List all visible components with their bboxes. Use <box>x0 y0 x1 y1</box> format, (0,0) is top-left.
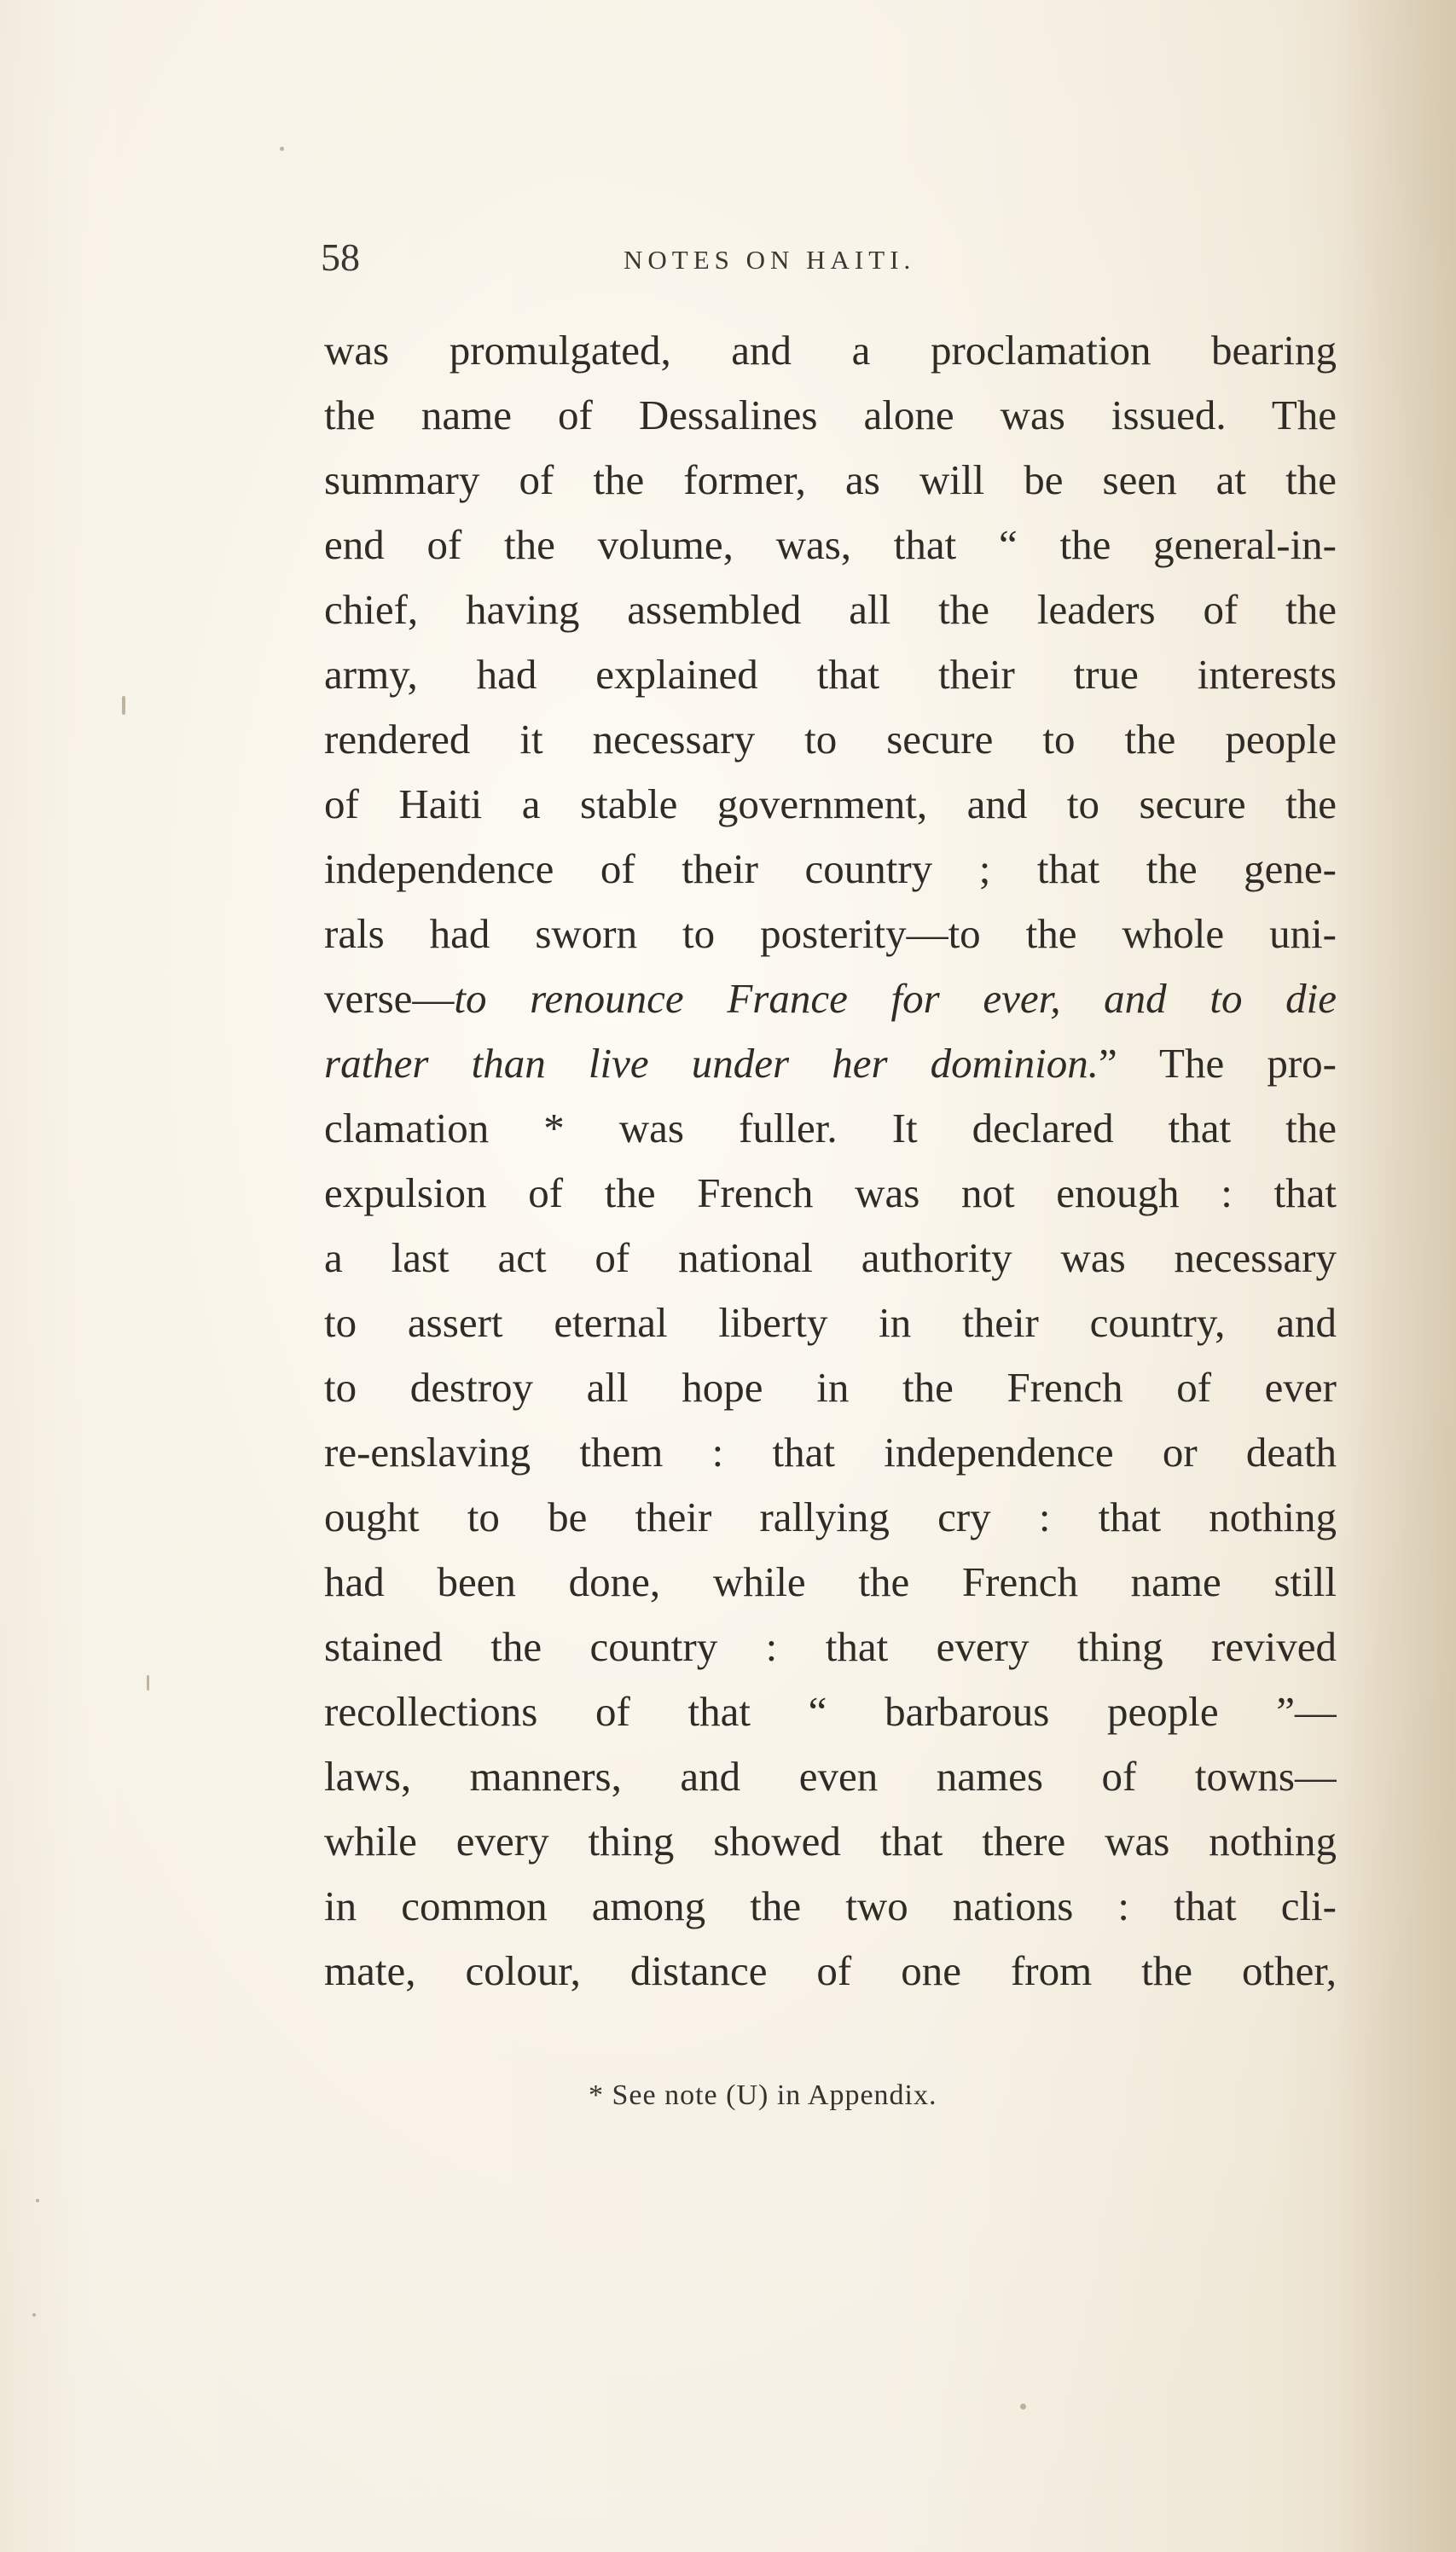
text-line: to assert eternal liberty in their country, and <box>324 1299 1337 1346</box>
body-text <box>324 318 1337 2004</box>
text-line: of Haiti a stable government, and to secure the <box>324 780 1337 827</box>
italic-quote: to renounce France for ever, and to die <box>454 975 1337 1022</box>
text-line: in common among the two nations : that cli- <box>324 1882 1337 1929</box>
italic-quote: rather than live under her dominion. <box>324 1040 1099 1087</box>
text-line: independence of their country ; that the gene- <box>324 845 1337 892</box>
text-line: the name of Dessalines alone was issued. The <box>324 392 1337 438</box>
line-roman-part: verse— <box>324 975 455 1022</box>
text-line: expulsion of the French was not enough : that <box>324 1169 1337 1216</box>
paper-speck <box>147 1675 149 1691</box>
running-head: NOTES ON HAITI. <box>624 245 916 275</box>
paper-speck <box>32 2313 36 2317</box>
text-line: end of the volume, was, that “ the general-in- <box>324 521 1337 568</box>
page-number: 58 <box>321 235 360 279</box>
paper-speck <box>36 2199 39 2202</box>
paper-speck <box>1020 2404 1026 2410</box>
line-roman-part: ” The pro- <box>1099 1040 1337 1087</box>
text-line: recollections of that “ barbarous people ”— <box>324 1688 1337 1735</box>
footnote: * See note (U) in Appendix. <box>589 2079 937 2111</box>
text-line: had been done, while the French name still <box>324 1558 1337 1605</box>
text-line: while every thing showed that there was nothing <box>324 1818 1337 1865</box>
paper-speck <box>280 147 284 151</box>
text-line-mixed <box>324 966 1337 1031</box>
text-line-mixed <box>324 1031 1337 1096</box>
text-line: rals had sworn to posterity—to the whole uni- <box>324 910 1337 957</box>
text-line: army, had explained that their true interests <box>324 651 1337 698</box>
text-line: chief, having assembled all the leaders of the <box>324 586 1337 633</box>
text-line: a last act of national authority was necessary <box>324 1234 1337 1281</box>
text-line: was promulgated, and a proclamation bearing <box>324 327 1337 374</box>
text-line: mate, colour, distance of one from the other, <box>324 1947 1337 1994</box>
paper-speck <box>122 696 125 715</box>
text-line: clamation * was fuller. It declared that the <box>324 1105 1337 1151</box>
text-line: laws, manners, and even names of towns— <box>324 1753 1337 1800</box>
text-line: ought to be their rallying cry : that nothing <box>324 1494 1337 1540</box>
text-line: stained the country : that every thing revived <box>324 1623 1337 1670</box>
text-line: re-enslaving them : that independence or death <box>324 1429 1337 1476</box>
text-line: to destroy all hope in the French of ever <box>324 1364 1337 1411</box>
text-line: rendered it necessary to secure to the people <box>324 716 1337 763</box>
text-line: summary of the former, as will be seen at the <box>324 456 1337 503</box>
page-header <box>321 232 1344 283</box>
